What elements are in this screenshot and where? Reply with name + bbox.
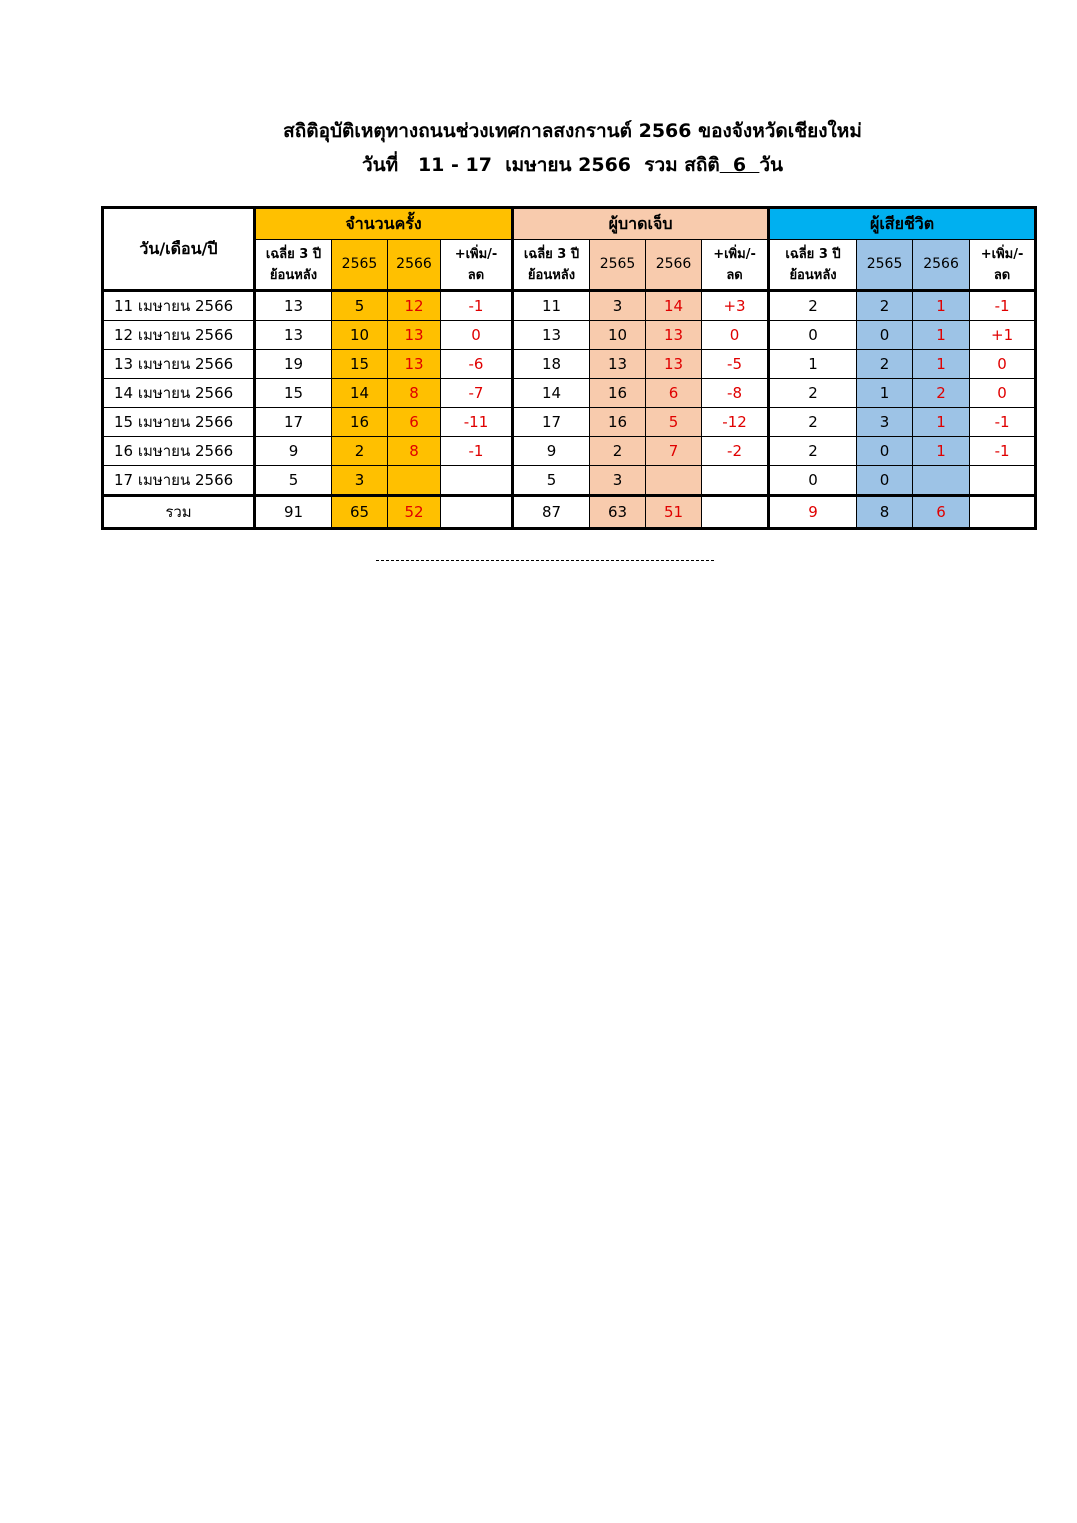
accident-stats-table	[101, 206, 1037, 530]
date-cell: 12 เมษายน 2566	[103, 321, 255, 350]
group-header-deaths: ผู้เสียชีวิต	[769, 208, 1036, 240]
date-column-header: วัน/เดือน/ปี	[103, 208, 255, 291]
deaths-curr-year-cell	[913, 466, 970, 496]
injured-prev-year-cell: 16	[590, 379, 646, 408]
subheader-change	[702, 240, 769, 291]
cases-prev-year-cell: 2	[332, 437, 388, 466]
injured-change-cell	[702, 466, 769, 496]
cases-curr-year-cell: 52	[388, 496, 441, 529]
subtitle-prefix: วันที่ 11 - 17 เมษายน 2566 รวม สถิติ	[361, 154, 720, 176]
table-row	[103, 379, 1036, 408]
group-header-injured: ผู้บาดเจ็บ	[513, 208, 769, 240]
injured-prev-year-cell: 2	[590, 437, 646, 466]
cases-prev-year-cell: 5	[332, 291, 388, 321]
cases-avg-cell: 13	[255, 321, 332, 350]
group-header-cases: จำนวนครั้ง	[255, 208, 513, 240]
document-title: สถิติอุบัติเหตุทางถนนช่วงเทศกาลสงกรานต์ 2566 ของจังหวัดเชียงใหม่	[283, 120, 862, 142]
cases-change-cell: 0	[441, 321, 513, 350]
subheader-change-line1: +เพิ่ม/-	[713, 246, 756, 262]
deaths-curr-year-cell: 1	[913, 437, 970, 466]
subheader-year-curr: 2566	[388, 240, 441, 291]
injured-prev-year-cell: 3	[590, 291, 646, 321]
deaths-curr-year-cell: 1	[913, 291, 970, 321]
injured-curr-year-cell: 5	[646, 408, 702, 437]
date-cell: 16 เมษายน 2566	[103, 437, 255, 466]
injured-prev-year-cell: 10	[590, 321, 646, 350]
injured-prev-year-cell: 3	[590, 466, 646, 496]
injured-avg-cell: 17	[513, 408, 590, 437]
deaths-prev-year-cell: 2	[857, 291, 913, 321]
subheader-avg-line1: เฉลี่ย 3 ปี	[785, 246, 841, 262]
deaths-avg-cell: 2	[769, 408, 857, 437]
injured-curr-year-cell: 13	[646, 321, 702, 350]
subheader-change-line1: +เพิ่ม/-	[454, 246, 498, 262]
cases-change-cell	[441, 496, 513, 529]
subheader-change-line2: ลด	[726, 267, 743, 283]
cases-prev-year-cell: 65	[332, 496, 388, 529]
deaths-avg-cell: 0	[769, 466, 857, 496]
injured-curr-year-cell: 13	[646, 350, 702, 379]
subheader-change-line1: +เพิ่ม/-	[980, 246, 1024, 262]
total-row	[103, 496, 1036, 529]
cases-prev-year-cell: 3	[332, 466, 388, 496]
cases-change-cell: -1	[441, 291, 513, 321]
deaths-change-cell: -1	[970, 408, 1036, 437]
deaths-avg-cell: 2	[769, 291, 857, 321]
injured-curr-year-cell: 6	[646, 379, 702, 408]
deaths-change-cell: 0	[970, 350, 1036, 379]
deaths-prev-year-cell: 1	[857, 379, 913, 408]
cases-avg-cell: 13	[255, 291, 332, 321]
subheader-avg	[513, 240, 590, 291]
deaths-change-cell: -1	[970, 291, 1036, 321]
injured-avg-cell: 18	[513, 350, 590, 379]
subheader-year-prev: 2565	[857, 240, 913, 291]
injured-curr-year-cell: 51	[646, 496, 702, 529]
cases-avg-cell: 15	[255, 379, 332, 408]
injured-prev-year-cell: 16	[590, 408, 646, 437]
subheader-change-line2: ลด	[993, 267, 1011, 283]
injured-prev-year-cell: 63	[590, 496, 646, 529]
injured-curr-year-cell	[646, 466, 702, 496]
subtitle-suffix: วัน	[759, 154, 784, 176]
deaths-curr-year-cell: 1	[913, 321, 970, 350]
cases-curr-year-cell: 8	[388, 437, 441, 466]
table-row	[103, 291, 1036, 321]
subheader-change	[970, 240, 1036, 291]
cases-curr-year-cell	[388, 466, 441, 496]
date-cell: 14 เมษายน 2566	[103, 379, 255, 408]
injured-change-cell: 0	[702, 321, 769, 350]
cases-avg-cell: 91	[255, 496, 332, 529]
deaths-prev-year-cell: 0	[857, 466, 913, 496]
subheader-avg-line1: เฉลี่ย 3 ปี	[265, 246, 322, 262]
cases-prev-year-cell: 10	[332, 321, 388, 350]
cases-avg-cell: 5	[255, 466, 332, 496]
injured-avg-cell: 87	[513, 496, 590, 529]
injured-avg-cell: 9	[513, 437, 590, 466]
separator-line	[376, 560, 714, 561]
cases-change-cell: -6	[441, 350, 513, 379]
date-cell: 13 เมษายน 2566	[103, 350, 255, 379]
deaths-prev-year-cell: 2	[857, 350, 913, 379]
subheader-year-prev: 2565	[332, 240, 388, 291]
cases-avg-cell: 19	[255, 350, 332, 379]
cases-avg-cell: 17	[255, 408, 332, 437]
subheader-avg	[255, 240, 332, 291]
injured-curr-year-cell: 7	[646, 437, 702, 466]
subheader-change-line2: ลด	[467, 267, 485, 283]
cases-change-cell: -11	[441, 408, 513, 437]
injured-curr-year-cell: 14	[646, 291, 702, 321]
cases-curr-year-cell: 8	[388, 379, 441, 408]
table-body	[103, 291, 1036, 529]
document-subtitle	[0, 150, 1077, 180]
date-cell: 15 เมษายน 2566	[103, 408, 255, 437]
subheader-change	[441, 240, 513, 291]
table-row	[103, 408, 1036, 437]
deaths-curr-year-cell: 2	[913, 379, 970, 408]
injured-avg-cell: 13	[513, 321, 590, 350]
subheader-year-curr: 2566	[913, 240, 970, 291]
deaths-curr-year-cell: 6	[913, 496, 970, 529]
deaths-change-cell	[970, 496, 1036, 529]
table-row	[103, 437, 1036, 466]
deaths-avg-cell: 2	[769, 379, 857, 408]
injured-change-cell: -8	[702, 379, 769, 408]
date-cell: 17 เมษายน 2566	[103, 466, 255, 496]
injured-prev-year-cell: 13	[590, 350, 646, 379]
subheader-year-prev: 2565	[590, 240, 646, 291]
table-row	[103, 350, 1036, 379]
total-label: รวม	[103, 496, 255, 529]
subheader-avg-line1: เฉลี่ย 3 ปี	[523, 246, 580, 262]
table-row	[103, 321, 1036, 350]
subtitle-days: 6	[719, 154, 760, 176]
cases-change-cell: -7	[441, 379, 513, 408]
subheader-year-curr: 2566	[646, 240, 702, 291]
subheader-avg	[769, 240, 857, 291]
cases-change-cell	[441, 466, 513, 496]
deaths-prev-year-cell: 0	[857, 437, 913, 466]
deaths-avg-cell: 1	[769, 350, 857, 379]
deaths-avg-cell: 2	[769, 437, 857, 466]
subheader-avg-line2: ย้อนหลัง	[527, 267, 576, 283]
injured-avg-cell: 11	[513, 291, 590, 321]
deaths-prev-year-cell: 8	[857, 496, 913, 529]
table-row	[103, 466, 1036, 496]
cases-avg-cell: 9	[255, 437, 332, 466]
deaths-change-cell: -1	[970, 437, 1036, 466]
subheader-avg-line2: ย้อนหลัง	[269, 267, 318, 283]
deaths-avg-cell: 9	[769, 496, 857, 529]
injured-change-cell: -2	[702, 437, 769, 466]
subheader-avg-line2: ย้อนหลัง	[789, 267, 837, 283]
injured-change-cell: -12	[702, 408, 769, 437]
deaths-curr-year-cell: 1	[913, 350, 970, 379]
deaths-avg-cell: 0	[769, 321, 857, 350]
injured-avg-cell: 5	[513, 466, 590, 496]
injured-change-cell: -5	[702, 350, 769, 379]
deaths-prev-year-cell: 3	[857, 408, 913, 437]
cases-change-cell: -1	[441, 437, 513, 466]
deaths-change-cell: 0	[970, 379, 1036, 408]
deaths-change-cell	[970, 466, 1036, 496]
cases-curr-year-cell: 13	[388, 350, 441, 379]
injured-change-cell	[702, 496, 769, 529]
cases-prev-year-cell: 14	[332, 379, 388, 408]
cases-prev-year-cell: 15	[332, 350, 388, 379]
injured-avg-cell: 14	[513, 379, 590, 408]
date-cell: 11 เมษายน 2566	[103, 291, 255, 321]
cases-curr-year-cell: 6	[388, 408, 441, 437]
cases-curr-year-cell: 12	[388, 291, 441, 321]
deaths-prev-year-cell: 0	[857, 321, 913, 350]
injured-change-cell: +3	[702, 291, 769, 321]
deaths-curr-year-cell: 1	[913, 408, 970, 437]
cases-curr-year-cell: 13	[388, 321, 441, 350]
cases-prev-year-cell: 16	[332, 408, 388, 437]
deaths-change-cell: +1	[970, 321, 1036, 350]
